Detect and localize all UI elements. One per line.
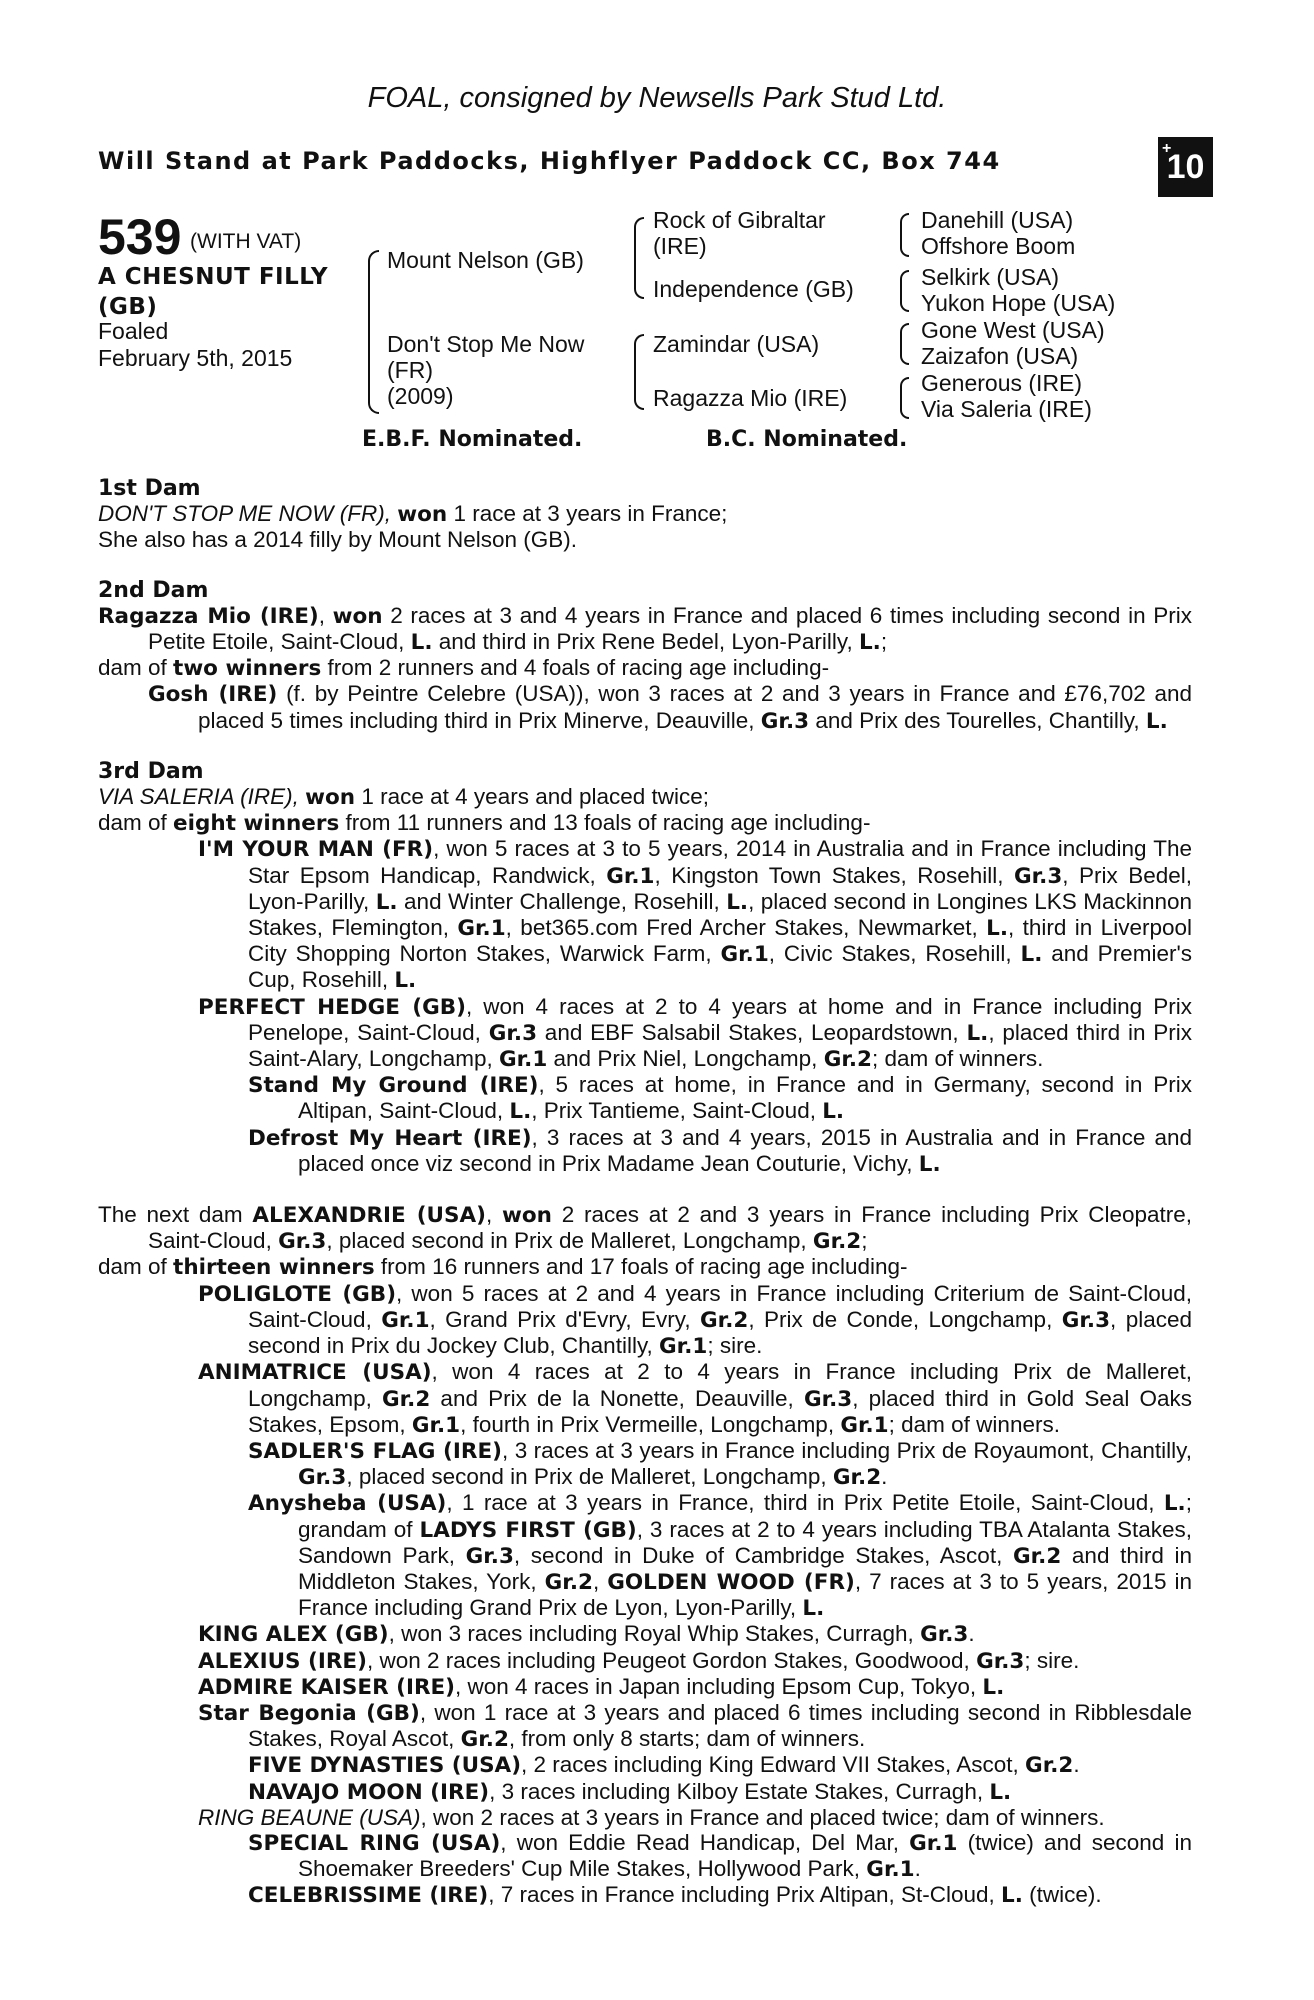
produce-entry: PERFECT HEDGE (GB), won 4 races at 2 to 4 years at home and in France including Prix Penelope, Saint-Cloud, Gr.3 and EBF Salsabil Stakes, Leopardstown, L., placed third in Prix Saint-Alary, Longchamp, Gr.1 and Prix Niel, Longchamp, Gr.2; dam of winners.	[198, 993, 1193, 1073]
produce-entry: CELEBRISSIME (IRE), 7 races in France including Prix Altipan, St-Cloud, L. (twice).	[248, 1882, 1102, 1909]
grandparent: Offshore Boom	[921, 233, 1076, 259]
consignment-line: FOAL, consigned by Newsells Park Stud Ltd.	[367, 82, 947, 114]
produce-entry: I'M YOUR MAN (FR), won 5 races at 3 to 5 years, 2014 in Australia and in France including The Star Epsom Handicap, Randwick, Gr.1, Kingston Town Stakes, Rosehill, Gr.3, Prix Bedel, Lyon-Parilly, L. and Winter Challenge, Rosehill, L., placed second in Longines LKS Mackinnon Stakes, Flemington, Gr.1, bet365.com Fred Archer Stakes, Newmarket, L., third in Liverpool City Shopping Norton Stakes, Warwick Farm, Gr.1, Civic Stakes, Rosehill, L. and Premier's Cup, Rosehill, L.	[198, 836, 1193, 994]
produce-entry: POLIGLOTE (GB), won 5 races at 2 and 4 years in France including Criterium de Saint-Cloud, Saint-Cloud, Gr.1, Grand Prix d'Evry, Evry, Gr.2, Prix de Conde, Longchamp, Gr.3, placed second in Prix du Jockey Club, Chantilly, Gr.1; sire.	[198, 1280, 1192, 1360]
third-dam-record: VIA SALERIA (IRE), won 1 race at 4 years and placed twice;	[98, 784, 710, 811]
second-dam-record: Ragazza Mio (IRE), won 2 races at 3 and 4 years in France and placed 6 times including second in Prix Petite Etoile, Saint-Cloud, L. and third in Prix Rene Bedel, Lyon-Parilly, L.;	[98, 602, 1192, 656]
first-dam-heading: 1st Dam	[98, 476, 201, 501]
next-dam-produce-list	[98, 1281, 1192, 1909]
next-dam-record: The next dam ALEXANDRIE (USA), won 2 races at 2 and 3 years in France including Prix Cleopatre, Saint-Cloud, Gr.3, placed second in Prix de Malleret, Longchamp, Gr.2;	[98, 1202, 1193, 1255]
produce-entry: NAVAJO MOON (IRE), 3 races including Kilboy Estate Stakes, Curragh, L.	[248, 1778, 1012, 1805]
pedigree-brace	[900, 270, 909, 312]
dam-dam: Ragazza Mio (IRE)	[653, 385, 848, 411]
grandparent: Yukon Hope (USA)	[921, 290, 1116, 316]
bc-nominated: B.C. Nominated.	[706, 427, 908, 452]
grandparent: Gone West (USA)	[921, 317, 1105, 343]
produce-entry: SPECIAL RING (USA), won Eddie Read Handicap, Del Mar, Gr.1 (twice) and second in Shoemaker Breeders' Cup Mile Stakes, Hollywood Park, Gr.1.	[248, 1829, 1192, 1883]
produce-entry: ADMIRE KAISER (IRE), won 4 races in Japan including Epsom Cup, Tokyo, L.	[198, 1673, 1005, 1700]
pedigree-notes	[98, 476, 1192, 1909]
third-dam-produce-list	[98, 836, 1192, 1177]
lot-title: A CHESNUT FILLY (GB)	[98, 264, 328, 320]
second-dam-produce: dam of two winners from 2 runners and 4 foals of racing age including-	[98, 655, 830, 682]
grandparent: Via Saleria (IRE)	[921, 396, 1092, 422]
pedigree-brace	[900, 323, 909, 365]
pedigree-brace	[900, 377, 909, 419]
vat-label: (WITH VAT)	[190, 230, 302, 253]
first-dam-note: She also has a 2014 filly by Mount Nelson (GB).	[98, 527, 577, 553]
produce-entry: ALEXIUS (IRE), won 2 races including Peugeot Gordon Stakes, Goodwood, Gr.3; sire.	[198, 1647, 1080, 1674]
pedigree-brace	[368, 250, 379, 414]
produce-entry: FIVE DYNASTIES (USA), 2 races including King Edward VII Stakes, Ascot, Gr.2.	[248, 1752, 1080, 1779]
third-dam-heading: 3rd Dam	[98, 758, 204, 784]
next-dam-produce: dam of thirteen winners from 16 runners and 17 foals of racing age including-	[98, 1254, 908, 1281]
produce-entry: Anysheba (USA), 1 race at 3 years in France, third in Prix Petite Etoile, Saint-Cloud, L.; grandam of LADYS FIRST (GB), 3 races at 2 to 4 years including TBA Atalanta Stakes, Sandown Park, Gr.3, second in Duke of Cambridge Stakes, Ascot, Gr.2 and third in Middleton Stakes, York, Gr.2, GOLDEN WOOD (FR), 7 races at 3 to 5 years, 2015 in France including Grand Prix de Lyon, Lyon-Parilly, L.	[248, 1490, 1193, 1622]
sire-sire: Rock of Gibraltar (IRE)	[653, 207, 826, 259]
dam-sire: Zamindar (USA)	[653, 331, 820, 357]
produce-entry: RING BEAUNE (USA), won 2 races at 3 years in France and placed twice; dam of winners.	[198, 1804, 1105, 1830]
ebf-nominated: E.B.F. Nominated.	[362, 427, 583, 452]
produce-entry: KING ALEX (GB), won 3 races including Royal Whip Stakes, Curragh, Gr.3.	[198, 1621, 975, 1648]
pedigree-brace	[634, 334, 644, 410]
foaling-date: Foaled February 5th, 2015	[98, 318, 293, 371]
produce-entry: Star Begonia (GB), won 1 race at 3 years and placed 6 times including second in Ribblesdale Stakes, Royal Ascot, Gr.2, from only 8 starts; dam of winners.	[198, 1699, 1192, 1753]
first-dam-line: DON'T STOP ME NOW (FR), won 1 race at 3 years in France;	[98, 501, 728, 528]
produce-entry: Stand My Ground (IRE), 5 races at home, in France and in Germany, second in Prix Altipan, Saint-Cloud, L., Prix Tantieme, Saint-Cloud, L.	[248, 1072, 1192, 1125]
grandparent: Generous (IRE)	[921, 370, 1083, 396]
sire-name: Mount Nelson (GB)	[387, 247, 584, 273]
dam-name: Don't Stop Me Now (FR) (2009)	[387, 331, 585, 409]
grandparent: Zaizafon (USA)	[921, 343, 1079, 369]
pedigree-brace	[900, 213, 909, 257]
pedigree-brace	[634, 217, 644, 299]
produce-entry: Gosh (IRE) (f. by Peintre Celebre (USA)), won 3 races at 2 and 3 years in France and £76,702 and placed 5 times including third in Prix Minerve, Deauville, Gr.3 and Prix des Tourelles, Chantilly, L.	[148, 681, 1192, 734]
stand-location: Will Stand at Park Paddocks, Highflyer Paddock CC, Box 744	[98, 147, 1001, 175]
ten-icon: + 10	[1158, 137, 1213, 197]
produce-entry: ANIMATRICE (USA), won 4 races at 2 to 4 years in France including Prix de Malleret, Longchamp, Gr.2 and Prix de la Nonette, Deauville, Gr.3, placed third in Gold Seal Oaks Stakes, Epsom, Gr.1, fourth in Prix Vermeille, Longchamp, Gr.1; dam of winners.	[198, 1359, 1192, 1438]
second-dam-heading: 2nd Dam	[98, 577, 209, 603]
lot-number: 539	[98, 209, 182, 265]
grandparent: Selkirk (USA)	[921, 264, 1060, 290]
sire-dam: Independence (GB)	[653, 276, 854, 302]
produce-entry: SADLER'S FLAG (IRE), 3 races at 3 years in France including Prix de Royaumont, Chantilly, Gr.3, placed second in Prix de Malleret, Longchamp, Gr.2.	[248, 1437, 1192, 1491]
produce-entry: Defrost My Heart (IRE), 3 races at 3 and 4 years, 2015 in Australia and in France and placed once viz second in Prix Madame Jean Couturie, Vichy, L.	[248, 1124, 1192, 1177]
grandparent: Danehill (USA)	[921, 207, 1074, 233]
third-dam-produce: dam of eight winners from 11 runners and 13 foals of racing age including-	[98, 810, 871, 837]
